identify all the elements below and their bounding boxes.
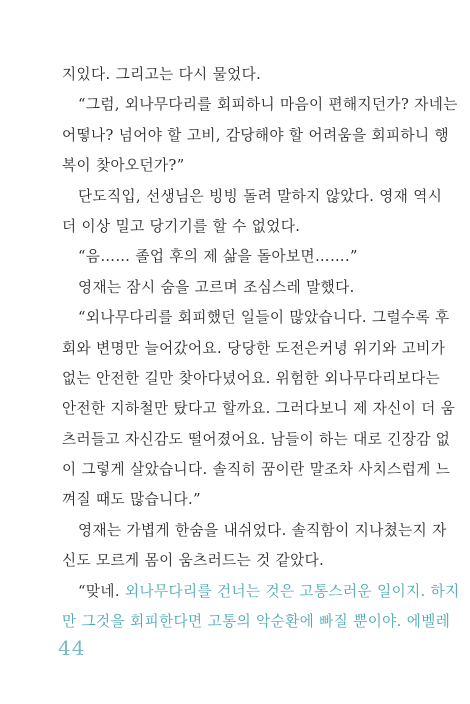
quote-start: “맞네. <box>78 582 120 600</box>
text-line: “그럼, 외나무다리를 회피하니 마음이 편해지던가? 자네는 <box>78 96 458 114</box>
text-line: 신도 모르게 몸이 움츠러드는 것 같았다. <box>62 552 325 570</box>
text-line: 복이 찾아오던가?” <box>62 157 185 175</box>
text-line: 더 이상 밀고 당기기를 할 수 없었다. <box>62 217 301 235</box>
text-line: 츠러들고 자신감도 떨어졌어요. 남들이 하는 대로 긴장감 없 <box>62 430 451 448</box>
text-line: 이 그렇게 살았습니다. 솔직히 꿈이란 말조차 사치스럽게 느 <box>62 461 451 479</box>
text-line: 어떻나? 넘어야 할 고비, 감당해야 할 어려움을 회피하니 행 <box>62 126 450 144</box>
text-line: 단도직입, 선생님은 빙빙 돌려 말하지 않았다. 영재 역시 <box>78 187 443 205</box>
text-line: 영재는 가볍게 한숨을 내쉬었다. 솔직함이 지나쳤는지 자 <box>78 521 447 539</box>
highlighted-text-line: 만 그것을 회피한다면 고통의 악순환에 빠질 뿐이야. 에벨레 <box>62 613 451 631</box>
text-line: 껴질 때도 많습니다.” <box>62 491 201 509</box>
text-line: 회와 변명만 늘어갔어요. 당당한 도전은커녕 위기와 고비가 <box>62 339 446 357</box>
text-line: 지있다. 그리고는 다시 물었다. <box>62 66 262 83</box>
text-line: “음…… 졸업 후의 제 삶을 돌아보면…….” <box>78 248 358 266</box>
text-line-mixed <box>62 577 460 607</box>
text-line: “외나무다리를 회피했던 일들이 많았습니다. 그럴수록 후 <box>78 309 450 327</box>
page-number: 44 <box>58 636 86 660</box>
body-text <box>62 60 460 637</box>
text-line: 영재는 잠시 숨을 고르며 조심스레 말했다. <box>78 278 355 296</box>
highlighted-text: 외나무다리를 건너는 것은 고통스러운 일이지. 하지 <box>124 582 460 600</box>
text-line: 없는 안전한 길만 찾아다녔어요. 위험한 외나무다리보다는 <box>62 369 441 387</box>
text-line: 안전한 지하철만 탔다고 할까요. 그러다보니 제 자신이 더 움 <box>62 400 456 418</box>
